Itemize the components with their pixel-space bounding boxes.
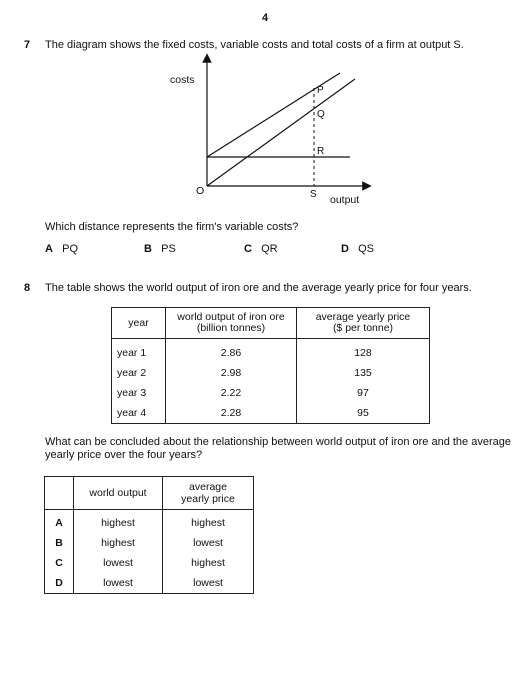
answer-option-b[interactable] bbox=[45, 533, 254, 553]
variable-cost-line bbox=[207, 79, 355, 186]
world-output-value: lowest bbox=[74, 553, 163, 573]
answer-header-row bbox=[45, 477, 254, 510]
origin-label: O bbox=[196, 185, 205, 197]
year-cell: year 1 bbox=[112, 339, 166, 364]
point-p-label: P bbox=[317, 85, 324, 96]
header-world-output bbox=[166, 308, 297, 339]
output-cell: 2.22 bbox=[166, 383, 297, 403]
point-s-label: S bbox=[310, 189, 317, 200]
option-letter: D bbox=[341, 243, 349, 255]
year-cell: year 4 bbox=[112, 403, 166, 424]
page-number: 4 bbox=[262, 12, 269, 24]
point-q-label: Q bbox=[317, 109, 325, 120]
header-average-price bbox=[163, 477, 254, 510]
world-output-value: highest bbox=[74, 510, 163, 534]
question-7-number: 7 bbox=[24, 39, 31, 51]
table-row bbox=[112, 383, 430, 403]
header-average-price-line2: ($ per tonne) bbox=[332, 322, 394, 334]
answer-option-c[interactable] bbox=[45, 553, 254, 573]
output-cell: 2.86 bbox=[166, 339, 297, 364]
header-letter-blank bbox=[45, 477, 74, 510]
average-price-value: lowest bbox=[163, 573, 254, 594]
world-output-value: lowest bbox=[74, 573, 163, 594]
average-price-value: highest bbox=[163, 510, 254, 534]
table-row bbox=[112, 339, 430, 364]
q7-option-c[interactable] bbox=[244, 243, 278, 256]
question-8-number: 8 bbox=[24, 282, 31, 294]
option-letter: B bbox=[45, 533, 74, 553]
header-average-price-line2: yearly price bbox=[181, 493, 235, 505]
x-axis-label: output bbox=[330, 194, 360, 206]
q7-option-b[interactable] bbox=[144, 243, 176, 256]
table-row bbox=[112, 363, 430, 383]
question-7-stem: The diagram shows the fixed costs, variable costs and total costs of a firm at output S. bbox=[45, 39, 464, 51]
answer-options-table bbox=[44, 476, 254, 594]
option-text: PS bbox=[161, 243, 176, 255]
option-letter: D bbox=[45, 573, 74, 594]
table-row bbox=[112, 403, 430, 424]
average-price-value: lowest bbox=[163, 533, 254, 553]
answer-option-a[interactable] bbox=[45, 510, 254, 534]
header-year: year bbox=[112, 308, 166, 339]
year-cell: year 2 bbox=[112, 363, 166, 383]
output-cell: 2.98 bbox=[166, 363, 297, 383]
header-average-price-line1: average yearly price bbox=[315, 311, 411, 323]
year-cell: year 3 bbox=[112, 383, 166, 403]
option-letter: A bbox=[45, 243, 53, 255]
option-text: QS bbox=[358, 243, 375, 255]
question-7-prompt: Which distance represents the firm's variable costs? bbox=[45, 221, 299, 233]
option-text: QR bbox=[261, 243, 278, 255]
header-world-output: world output bbox=[74, 477, 163, 510]
output-cell: 2.28 bbox=[166, 403, 297, 424]
y-axis-label: costs bbox=[170, 74, 195, 86]
option-letter: B bbox=[144, 243, 152, 255]
question-8-prompt-line2: yearly price over the four years? bbox=[45, 449, 203, 461]
answer-option-d[interactable] bbox=[45, 573, 254, 594]
option-letter: C bbox=[45, 553, 74, 573]
table-header-row bbox=[112, 308, 430, 339]
world-output-value: highest bbox=[74, 533, 163, 553]
question-8-prompt-line1: What can be concluded about the relationship between world output of iron ore and the average bbox=[45, 436, 511, 448]
q7-option-a[interactable] bbox=[45, 243, 78, 256]
average-price-value: highest bbox=[163, 553, 254, 573]
option-letter: A bbox=[45, 510, 74, 534]
option-text: PQ bbox=[62, 243, 79, 255]
price-cell: 97 bbox=[297, 383, 430, 403]
point-r-label: R bbox=[317, 146, 325, 157]
header-world-output-line1: world output of iron ore bbox=[177, 311, 285, 323]
header-average-price-line1: average bbox=[189, 481, 227, 493]
price-cell: 128 bbox=[297, 339, 430, 364]
price-cell: 135 bbox=[297, 363, 430, 383]
iron-ore-table bbox=[111, 307, 430, 424]
option-letter: C bbox=[244, 243, 252, 255]
q7-option-d[interactable] bbox=[341, 243, 374, 256]
header-world-output-line2: (billion tonnes) bbox=[196, 322, 266, 334]
price-cell: 95 bbox=[297, 403, 430, 424]
cost-diagram bbox=[0, 0, 532, 220]
question-8-stem: The table shows the world output of iron ore and the average yearly price for four years. bbox=[45, 282, 472, 294]
header-average-price bbox=[297, 308, 430, 339]
